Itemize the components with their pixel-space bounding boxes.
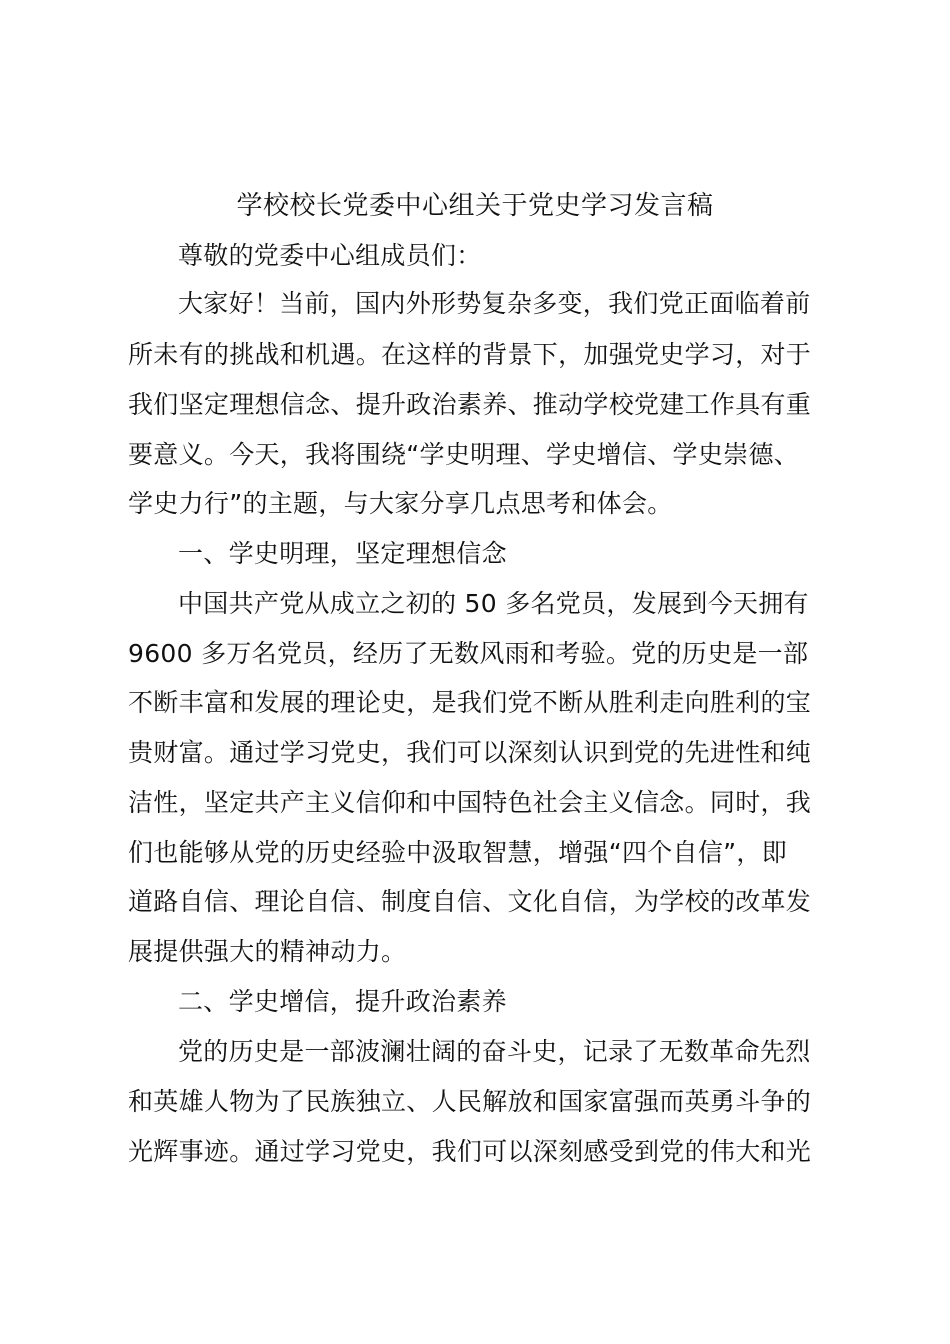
paragraph-2-line-8: 展提供强大的精神动力。 <box>128 937 407 966</box>
paragraph-1-line-5: 学史力行”的主题，与大家分享几点思考和体会。 <box>128 489 673 518</box>
paragraph-2-line-6: 们也能够从党的历史经验中汲取智慧，增强“四个自信”，即 <box>128 838 788 867</box>
paragraph-1-line-4: 要意义。今天，我将围绕“学史明理、学史增信、学史崇德、 <box>128 440 800 469</box>
paragraph-1-line-2: 所未有的挑战和机遇。在这样的背景下，加强党史学习，对于 <box>128 340 812 369</box>
paragraph-2-line-4: 贵财富。通过学习党史，我们可以深刻认识到党的先进性和纯 <box>128 738 812 767</box>
section-heading-2: 二、学史增信，提升政治素养 <box>178 987 507 1016</box>
paragraph-1-line-1: 大家好！当前，国内外形势复杂多变，我们党正面临着前 <box>178 289 811 318</box>
paragraph-2-line-3: 不断丰富和发展的理论史，是我们党不断从胜利走向胜利的宝 <box>128 688 812 717</box>
paragraph-2-line-2: 9600 多万名党员，经历了无数风雨和考验。党的历史是一部 <box>128 639 809 668</box>
paragraph-2-line-1: 中国共产党从成立之初的 50 多名党员，发展到今天拥有 <box>178 589 809 618</box>
paragraph-2-line-7: 道路自信、理论自信、制度自信、文化自信，为学校的改革发 <box>128 887 812 916</box>
document-title: 学校校长党委中心组关于党史学习发言稿 <box>236 191 714 221</box>
paragraph-2-line-5: 洁性，坚定共产主义信仰和中国特色社会主义信念。同时，我 <box>128 788 812 817</box>
paragraph-3-line-2: 和英雄人物为了民族独立、人民解放和国家富强而英勇斗争的 <box>128 1087 812 1116</box>
salutation: 尊敬的党委中心组成员们： <box>178 241 482 270</box>
paragraph-3-line-3: 光辉事迹。通过学习党史，我们可以深刻感受到党的伟大和光 <box>128 1137 812 1166</box>
paragraph-3-line-1: 党的历史是一部波澜壮阔的奋斗史，记录了无数革命先烈 <box>178 1037 811 1066</box>
section-heading-1: 一、学史明理，坚定理想信念 <box>178 539 507 568</box>
paragraph-1-line-3: 我们坚定理想信念、提升政治素养、推动学校党建工作具有重 <box>128 390 812 419</box>
